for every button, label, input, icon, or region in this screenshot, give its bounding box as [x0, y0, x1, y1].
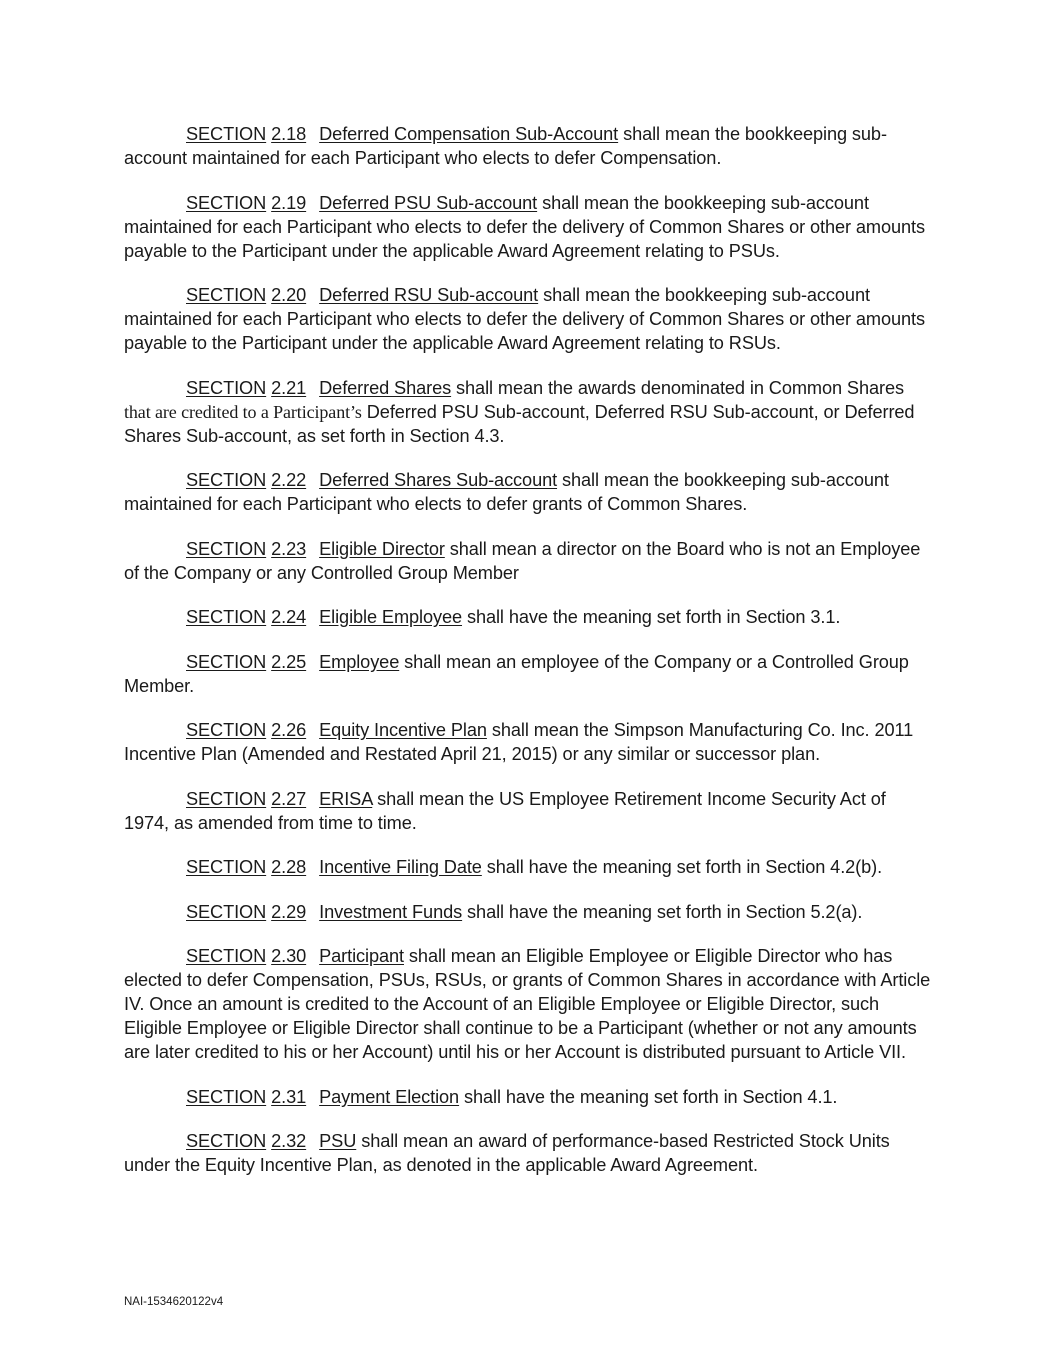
- section-2-21: [124, 376, 932, 448]
- section-2-20: [124, 283, 932, 355]
- section-number: 2.31: [271, 1086, 307, 1107]
- defined-term: Employee: [319, 651, 400, 672]
- section-number: 2.21: [271, 377, 307, 398]
- definition-text: shall mean a director on the Board who is not an Employee of the Company or any Controlled Group Member: [124, 538, 921, 583]
- defined-term: PSU: [319, 1131, 357, 1151]
- section-label: SECTION: [186, 192, 267, 213]
- defined-term: Incentive Filing Date: [319, 857, 482, 877]
- section-2-18: [124, 122, 932, 170]
- defined-term: Equity Incentive Plan: [319, 720, 487, 740]
- defined-term: Deferred PSU Sub-account: [319, 192, 538, 213]
- section-number: 2.19: [271, 192, 307, 213]
- section-2-26: [124, 718, 932, 766]
- definition-text: shall mean an award of performance-based Restricted Stock Units under the Equity Incentive Plan, as denoted in the applicable Award Agreement.: [124, 1131, 890, 1175]
- section-2-30: [124, 944, 932, 1064]
- section-number: 2.27: [271, 788, 307, 809]
- definition-text: shall mean the bookkeeping sub-account maintained for each Participant who elects to defer Compensation.: [124, 124, 887, 168]
- section-number: 2.23: [271, 538, 307, 559]
- section-label: SECTION: [186, 788, 267, 809]
- definition-text: shall mean an employee of the Company or a Controlled Group Member.: [124, 651, 909, 696]
- section-number: 2.24: [271, 607, 307, 627]
- section-label: SECTION: [186, 946, 267, 966]
- definition-text: Deferred PSU Sub-account, Deferred RSU Sub-account, or Deferred Shares Sub-account, as set forth in Section 4.3.: [124, 401, 915, 446]
- definition-text: shall have the meaning set forth in Section 5.2(a).: [462, 901, 863, 922]
- section-label: SECTION: [186, 377, 267, 398]
- section-label: SECTION: [186, 901, 267, 922]
- definition-text: shall have the meaning set forth in Section 4.1.: [459, 1086, 838, 1107]
- definition-text-serif: that are credited to a Participant’s: [124, 401, 362, 422]
- section-number: 2.32: [271, 1131, 307, 1151]
- section-number: 2.20: [271, 285, 307, 305]
- section-number: 2.18: [271, 124, 307, 144]
- section-2-32: [124, 1129, 932, 1177]
- section-2-25: [124, 650, 932, 698]
- section-label: SECTION: [186, 285, 267, 305]
- section-2-22: [124, 468, 932, 516]
- section-label: SECTION: [186, 538, 267, 559]
- section-2-24: [124, 605, 932, 629]
- definition-text: shall have the meaning set forth in Section 3.1.: [462, 607, 841, 627]
- defined-term: Payment Election: [319, 1086, 460, 1107]
- section-number: 2.22: [271, 470, 307, 490]
- section-2-19: [124, 191, 932, 263]
- definition-text: shall mean the Simpson Manufacturing Co. Inc. 2011 Incentive Plan (Amended and Restated April 21, 2015) or any similar or successor plan.: [124, 720, 914, 764]
- defined-term: Deferred Shares: [319, 377, 452, 398]
- definition-text: shall mean an Eligible Employee or Eligible Director who has elected to defer Compensation, PSUs, RSUs, or grants of Common Shares in accordance with Article IV. Once an amount is credited to the Account of an Eligible Employee or Eligible Director, such Eligible Employee or Eligible Director shall continue to be a Participant (whether or not any amounts are later credited to his or her Account) until his or her Account is distributed pursuant to Article VII.: [124, 946, 931, 1062]
- section-label: SECTION: [186, 124, 267, 144]
- definition-text: shall mean the awards denominated in Common Shares: [451, 377, 904, 398]
- definition-text: shall mean the bookkeeping sub-account maintained for each Participant who elects to defer the delivery of Common Shares or other amounts payable to the Participant under the applicable Award Agreement relating to RSUs.: [124, 285, 925, 353]
- defined-term: Eligible Director: [319, 538, 445, 559]
- section-label: SECTION: [186, 607, 267, 627]
- section-label: SECTION: [186, 651, 267, 672]
- section-2-31: [124, 1085, 932, 1109]
- section-2-23: [124, 537, 932, 585]
- section-2-27: [124, 787, 932, 835]
- definition-text: shall mean the bookkeeping sub-account maintained for each Participant who elects to defer the delivery of Common Shares or other amounts payable to the Participant under the applicable Award Agreement relating to PSUs.: [124, 192, 925, 261]
- defined-term: Deferred RSU Sub-account: [319, 285, 539, 305]
- section-label: SECTION: [186, 1131, 267, 1151]
- footer-doc-id: NAI-1534620122v4: [124, 1296, 224, 1308]
- section-label: SECTION: [186, 1086, 267, 1107]
- section-label: SECTION: [186, 720, 267, 740]
- section-number: 2.30: [271, 946, 307, 966]
- definition-text: shall mean the US Employee Retirement Income Security Act of 1974, as amended from time to time.: [124, 788, 886, 833]
- section-2-28: [124, 855, 932, 879]
- defined-term: ERISA: [319, 788, 373, 809]
- defined-term: Deferred Compensation Sub-Account: [319, 124, 619, 144]
- section-number: 2.25: [271, 651, 307, 672]
- defined-term: Participant: [319, 946, 404, 966]
- section-number: 2.26: [271, 720, 307, 740]
- definition-text: shall have the meaning set forth in Section 4.2(b).: [481, 857, 883, 877]
- definition-text: shall mean the bookkeeping sub-account maintained for each Participant who elects to defer grants of Common Shares.: [124, 470, 889, 514]
- document-body: [124, 122, 932, 1198]
- section-label: SECTION: [186, 857, 267, 877]
- section-label: SECTION: [186, 470, 267, 490]
- section-number: 2.29: [271, 901, 307, 922]
- defined-term: Eligible Employee: [319, 607, 463, 627]
- section-2-29: [124, 900, 932, 924]
- defined-term: Investment Funds: [319, 901, 463, 922]
- defined-term: Deferred Shares Sub-account: [319, 470, 558, 490]
- section-number: 2.28: [271, 857, 307, 877]
